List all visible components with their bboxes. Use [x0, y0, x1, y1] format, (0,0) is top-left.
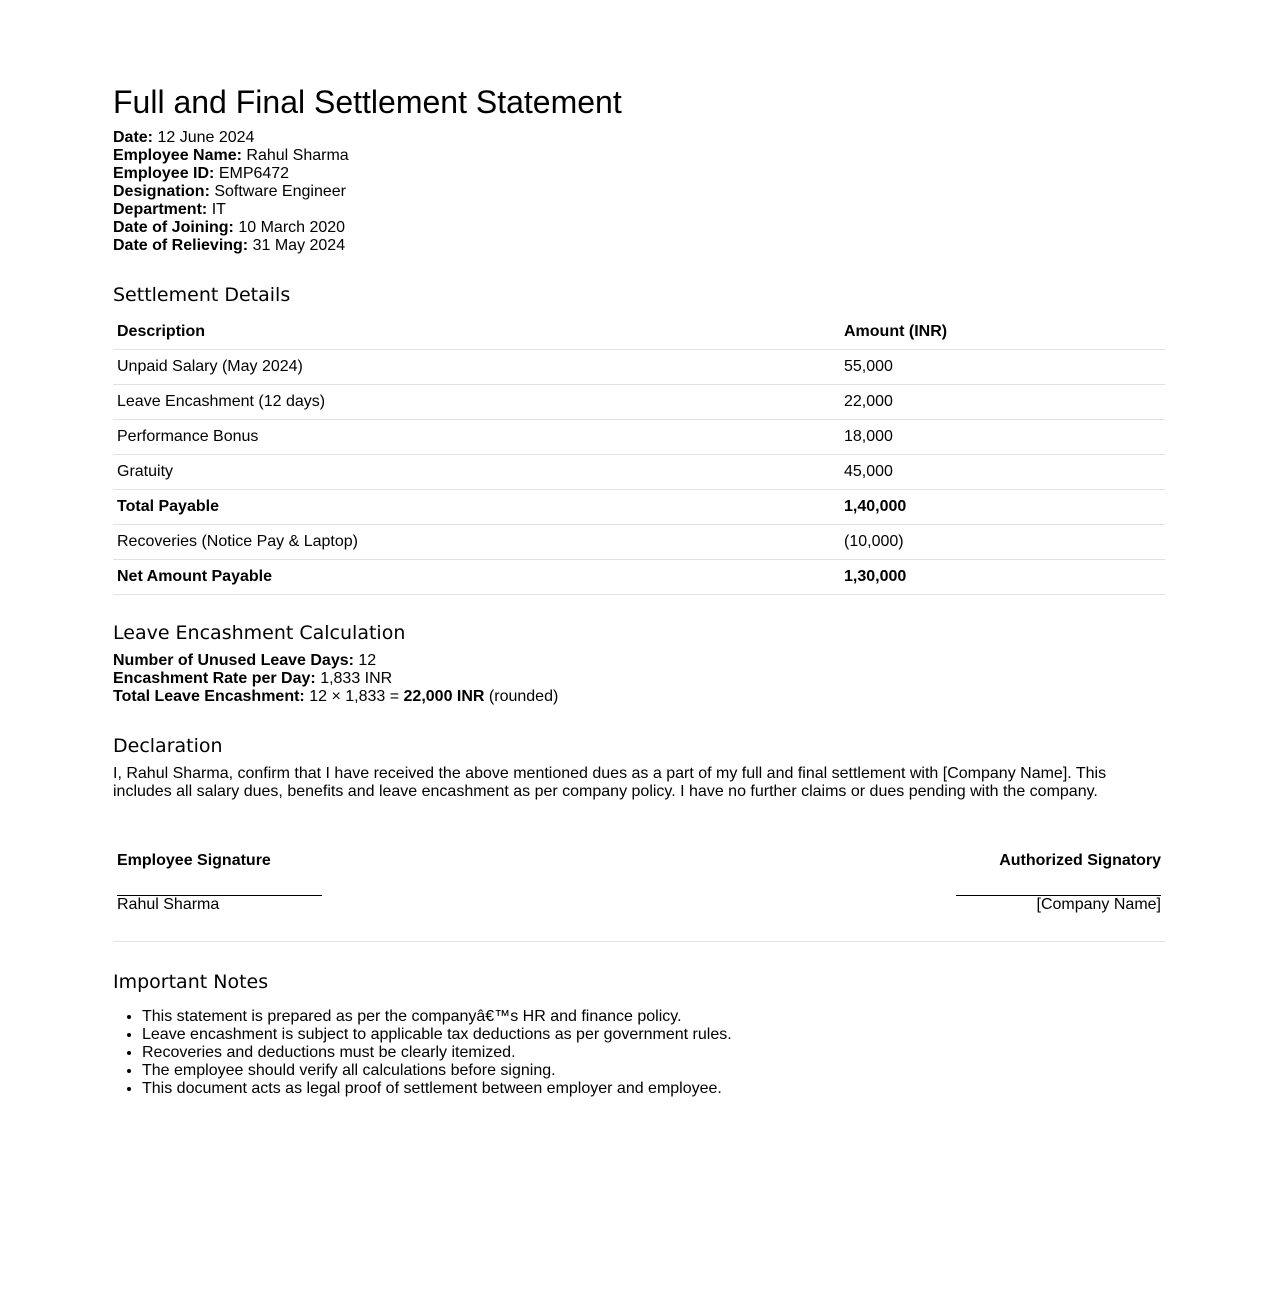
table-row: [113, 455, 1165, 490]
total-encashment-label: Total Leave Encashment:: [113, 688, 305, 705]
meta-label: Date of Joining:: [113, 219, 234, 236]
row-amount: 22,000: [840, 385, 1165, 420]
meta-department: [113, 201, 1165, 219]
meta-value: Software Engineer: [214, 183, 346, 200]
meta-label: Date:: [113, 129, 154, 146]
notes-heading: Important Notes: [113, 971, 269, 993]
authorized-signatory-title: Authorized Signatory: [999, 852, 1161, 869]
meta-date-of-joining: [113, 219, 1165, 237]
unused-leave-value: 12: [358, 652, 377, 669]
row-description: Net Amount Payable: [113, 560, 840, 595]
employee-meta: [113, 129, 1165, 255]
table-header-row: [113, 315, 1165, 350]
table-row: [113, 385, 1165, 420]
meta-label: Department:: [113, 201, 208, 218]
meta-employee-name: [113, 147, 1165, 165]
notes-list: [113, 1008, 1165, 1098]
leave-heading: Leave Encashment Calculation: [113, 622, 406, 644]
column-header-amount: Amount (INR): [840, 315, 1165, 350]
leave-calculation: [113, 652, 1165, 706]
meta-label: Employee ID:: [113, 165, 215, 182]
encashment-rate-line: [113, 670, 1165, 688]
meta-value: IT: [211, 201, 226, 218]
authorized-signatory-name: [Company Name]: [1036, 896, 1161, 913]
declaration-heading: Declaration: [113, 735, 223, 757]
row-description: Total Payable: [113, 490, 840, 525]
row-amount: 1,40,000: [840, 490, 1165, 525]
meta-value: 12 June 2024: [157, 129, 255, 146]
meta-label: Date of Relieving:: [113, 237, 249, 254]
row-description: Gratuity: [113, 455, 840, 490]
employee-signature-name: Rahul Sharma: [117, 896, 220, 913]
meta-employee-id: [113, 165, 1165, 183]
encashment-rate-label: Encashment Rate per Day:: [113, 670, 316, 687]
employee-signature-title: Employee Signature: [117, 852, 271, 869]
row-amount: 18,000: [840, 420, 1165, 455]
net-amount-row: [113, 560, 1165, 595]
table-row: [113, 420, 1165, 455]
column-header-description: Description: [113, 315, 840, 350]
total-encashment-formula: 12 × 1,833 =: [309, 688, 400, 705]
authorized-signature-block: [639, 852, 1165, 942]
total-encashment-line: [113, 688, 1165, 706]
declaration-text: I, Rahul Sharma, confirm that I have received the above mentioned dues as a part of my full and final settlement with [Company Name]. This includes all salary dues, benefits and leave encashment as per company policy. I have no further claims or dues pending with the company.: [113, 765, 1107, 800]
row-amount: 55,000: [840, 350, 1165, 385]
list-item: • The employee should verify all calculations before signing.: [142, 1062, 1165, 1080]
meta-date-of-relieving: [113, 237, 1165, 255]
row-amount: 45,000: [840, 455, 1165, 490]
page-title: Full and Final Settlement Statement: [113, 84, 622, 120]
meta-label: Employee Name:: [113, 147, 242, 164]
meta-designation: [113, 183, 1165, 201]
settlement-table: [113, 315, 1165, 595]
list-item: • Recoveries and deductions must be clearly itemized.: [142, 1044, 1165, 1062]
signature-row: [113, 852, 1165, 942]
row-description: Performance Bonus: [113, 420, 840, 455]
encashment-rate-value: 1,833 INR: [320, 670, 393, 687]
employee-signature-block: [113, 852, 639, 942]
total-encashment-value: 22,000 INR: [403, 688, 485, 705]
row-description: Leave Encashment (12 days): [113, 385, 840, 420]
meta-value: 10 March 2020: [238, 219, 346, 236]
settlement-heading: Settlement Details: [113, 284, 291, 306]
total-encashment-note: (rounded): [488, 688, 559, 705]
row-description: Recoveries (Notice Pay & Laptop): [113, 525, 840, 560]
meta-label: Designation:: [113, 183, 210, 200]
list-item: • Leave encashment is subject to applicable tax deductions as per government rules.: [142, 1026, 1165, 1044]
unused-leave-line: [113, 652, 1165, 670]
signature-table: [113, 852, 1165, 942]
settlement-document: [113, 84, 1165, 1098]
list-item: • This statement is prepared as per the companyâ€™s HR and finance policy.: [142, 1008, 1165, 1026]
meta-value: 31 May 2024: [252, 237, 346, 254]
table-row: [113, 525, 1165, 560]
total-payable-row: [113, 490, 1165, 525]
meta-value: EMP6472: [218, 165, 290, 182]
row-amount: 1,30,000: [840, 560, 1165, 595]
row-amount: (10,000): [840, 525, 1165, 560]
row-description: Unpaid Salary (May 2024): [113, 350, 840, 385]
meta-date: [113, 129, 1165, 147]
meta-value: Rahul Sharma: [246, 147, 349, 164]
unused-leave-label: Number of Unused Leave Days:: [113, 652, 354, 669]
table-row: [113, 350, 1165, 385]
list-item: • This document acts as legal proof of settlement between employer and employee.: [142, 1080, 1165, 1098]
